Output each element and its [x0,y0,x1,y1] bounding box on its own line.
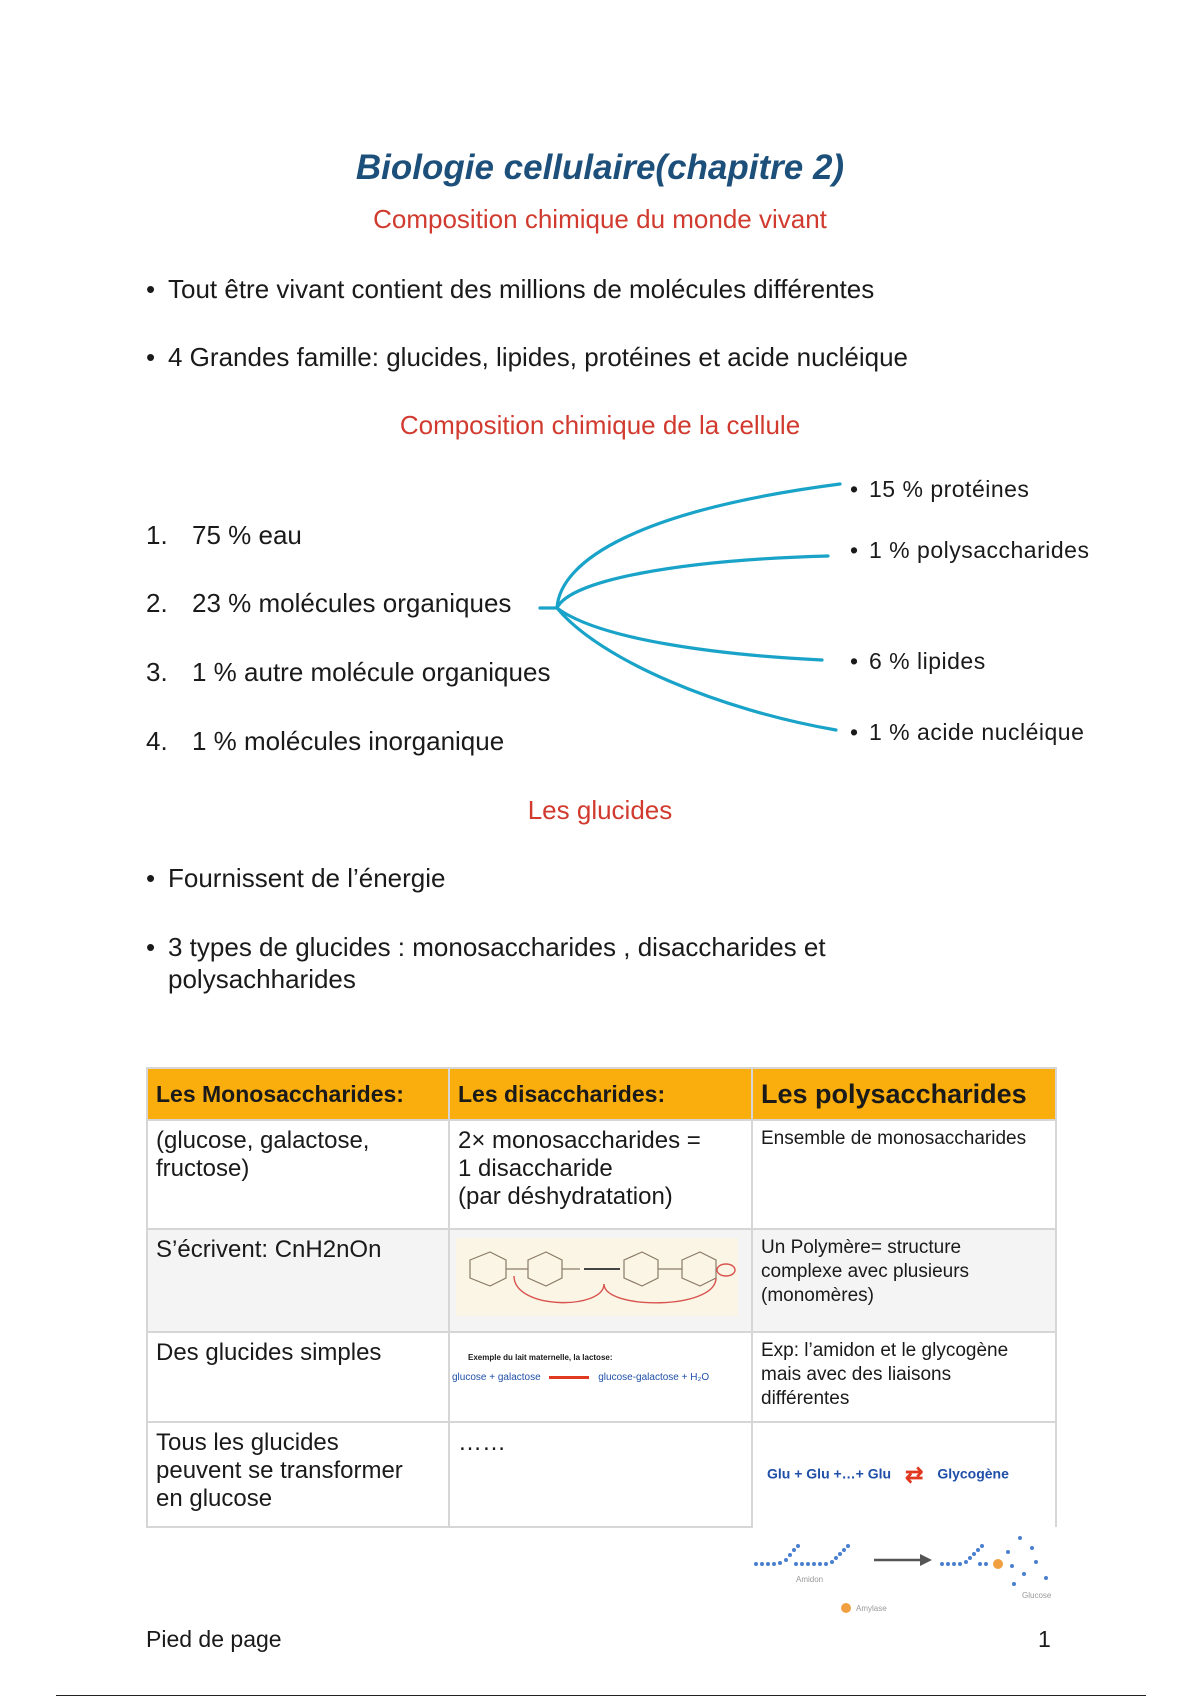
table-cell [752,1422,1056,1527]
table-cell: Tous les glucides peuvent se transformer en glucose [147,1422,449,1527]
bullet-dot-icon: • [146,932,156,962]
breakdown-item: • 15 % protéines [850,476,1030,502]
list-item: 2. 23 % molécules organiques [146,588,512,618]
footer-text: Pied de page [146,1626,282,1652]
amidon-label: Amidon [796,1575,824,1584]
glucose-label: Glucose [1022,1591,1052,1600]
glycogen-equation: Glu + Glu +…+ Glu ⇄ Glycogène [767,1462,1009,1487]
branch-line-lipides [557,608,822,660]
bullet-dot-icon: • [146,342,156,372]
table-cell: (glucose, galactose, fructose) [147,1120,449,1229]
header-monosaccharides: Les Monosaccharides: [147,1068,449,1120]
table-row [147,1120,1056,1229]
breakdown-item: • 6 % lipides [850,648,986,674]
branch-diagram [0,0,1200,800]
bullet-dot-icon: • [146,274,156,304]
amylase-diagram [750,1518,1060,1618]
table-header-row [147,1068,1056,1120]
table-cell: S’écrivent: CnH2nOn [147,1229,449,1332]
page-number: 1 [1038,1626,1051,1652]
table-cell: Des glucides simples [147,1332,449,1422]
bullet-dot-icon: • [146,863,156,893]
branch-line-proteines [557,484,840,608]
list-item: 1. 75 % eau [146,520,302,550]
table-row [147,1229,1056,1332]
table-row [147,1422,1056,1527]
branch-line-polysaccharides [557,556,828,608]
breakdown-item: • 1 % acide nucléique [850,719,1085,745]
section-heading-glucides: Les glucides [527,795,673,825]
table-row [147,1332,1056,1422]
equilibrium-arrows-icon: ⇄ [904,1462,924,1487]
table-cell: …… [449,1422,752,1527]
lactose-equation: glucose + galactose glucose-galactose + H₂O [452,1372,710,1383]
table-cell [449,1332,752,1422]
page-title: Biologie cellulaire(chapitre 2) [355,148,845,187]
disaccharide-structure-diagram [454,1234,744,1320]
amylase-label: Amylase [856,1604,887,1613]
list-item: 4. 1 % molécules inorganique [146,726,505,756]
page-subtitle: Composition chimique du monde vivant [373,204,827,234]
table-cell: Un Polymère= structure complexe avec plusieurs (monomères) [752,1229,1056,1332]
header-polysaccharides: Les polysaccharides [752,1068,1056,1120]
right-arrow-icon [549,1376,589,1379]
list-item: 3. 1 % autre molécule organiques [146,657,551,687]
table-cell: 2× monosaccharides = 1 disaccharide (par déshydratation) [449,1120,752,1229]
header-disaccharides: Les disaccharides: [449,1068,752,1120]
lactose-example-caption: Exemple du lait maternelle, la lactose: [468,1353,613,1362]
section-heading-cell: Composition chimique de la cellule [399,410,801,440]
glucides-table [146,1067,1057,1528]
divider [56,1695,1146,1696]
table-cell: Ensemble de monosaccharides [752,1120,1056,1229]
breakdown-item: • 1 % polysaccharides [850,537,1090,563]
table-cell [449,1229,752,1332]
table-cell: Exp: l’amidon et le glycogène mais avec des liaisons différentes [752,1332,1056,1422]
